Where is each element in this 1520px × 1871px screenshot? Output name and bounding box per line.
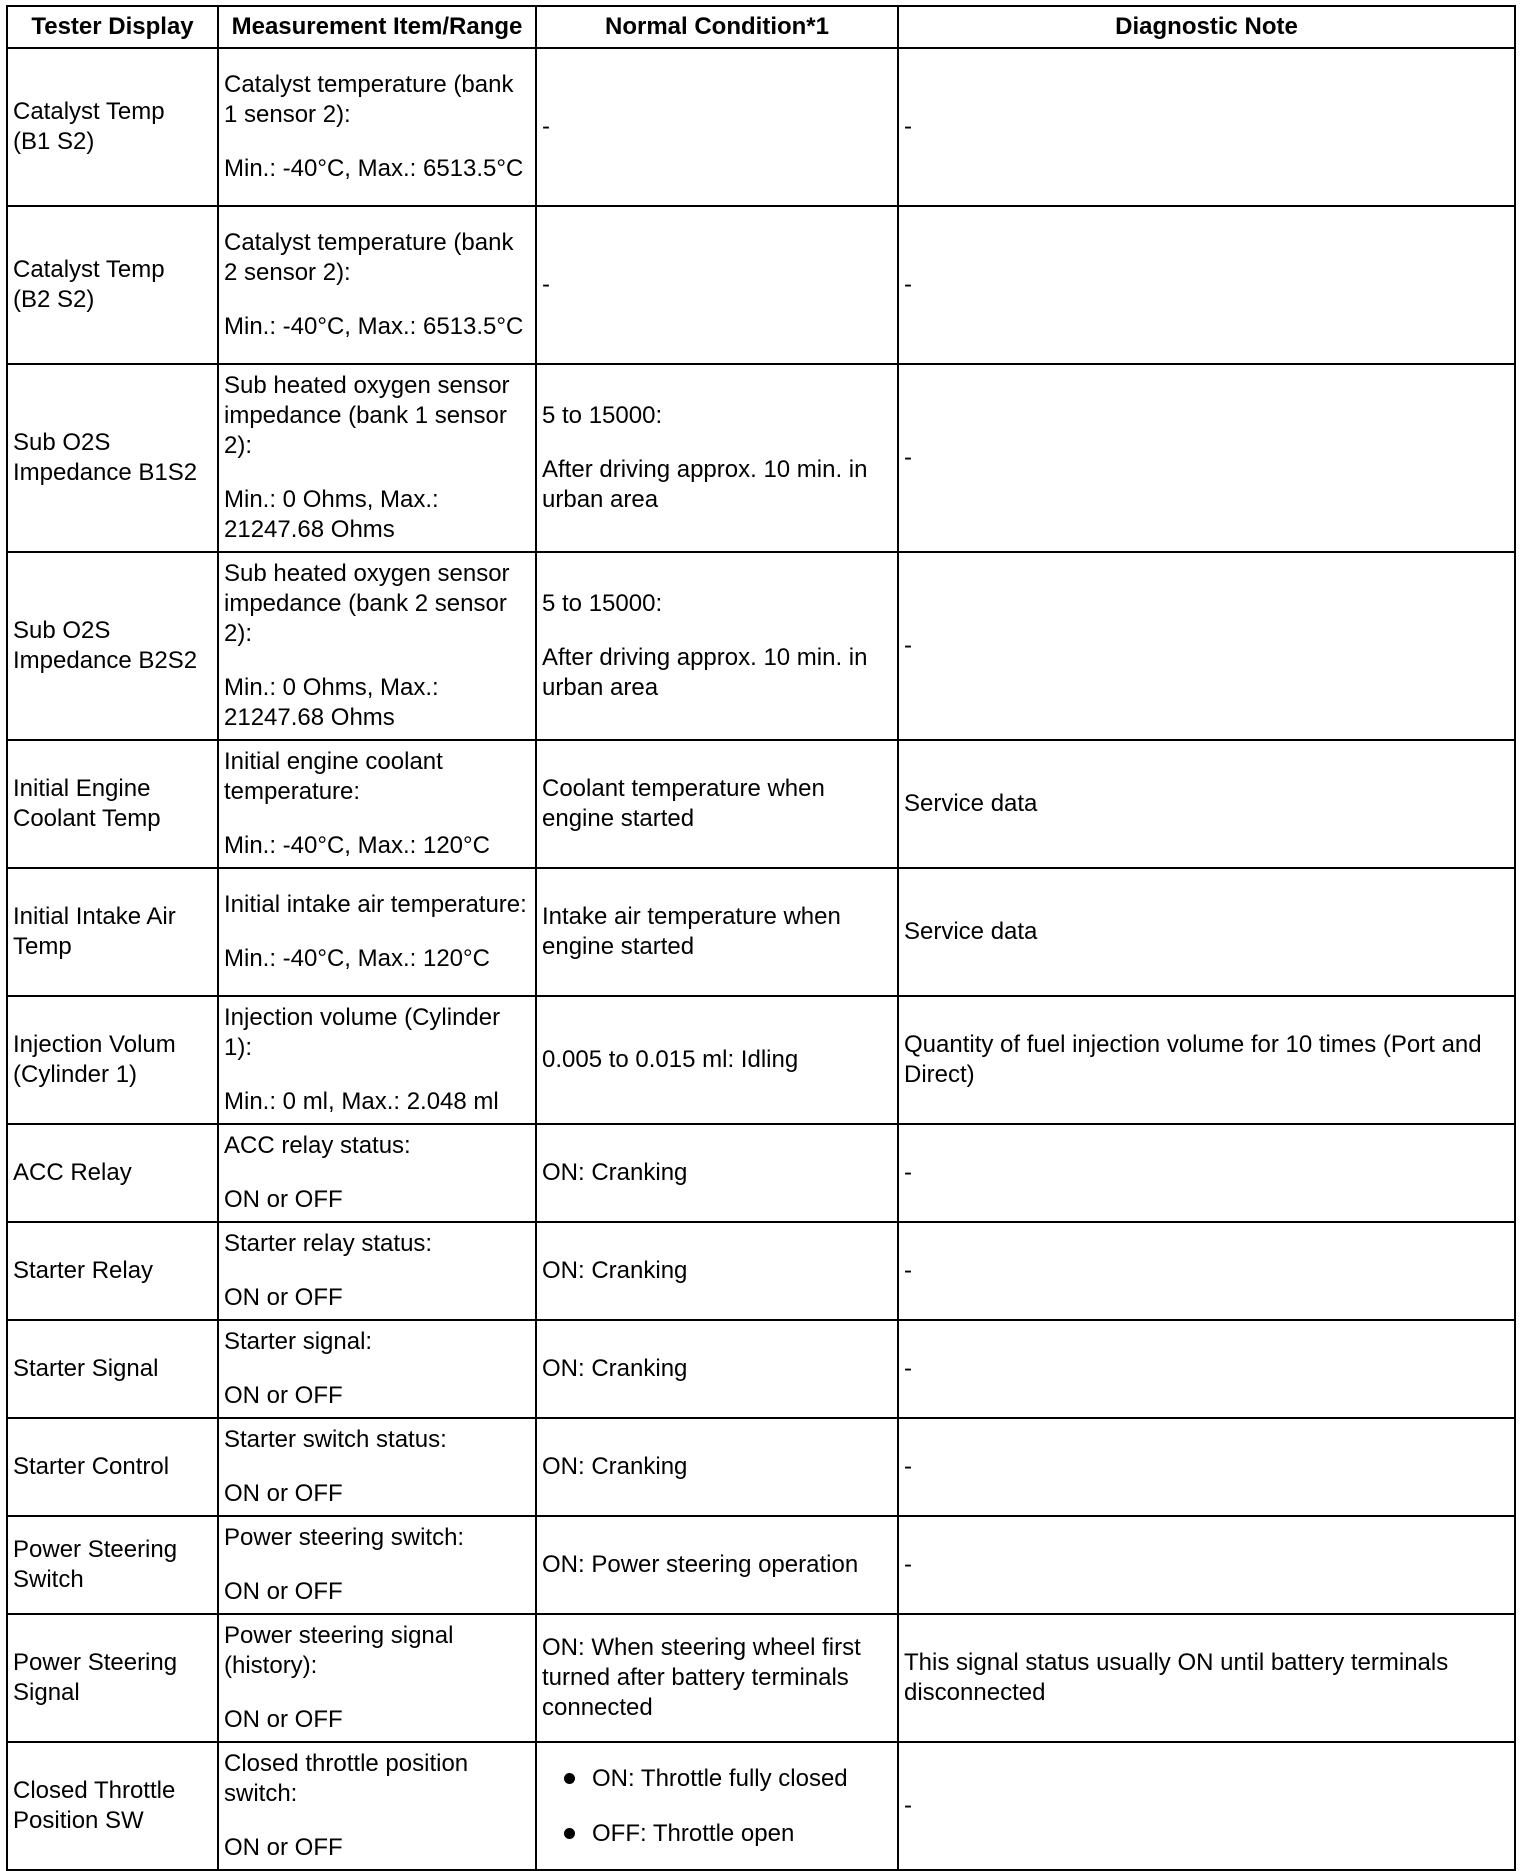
measurement-item-cell-text: Starter relay status: <box>224 1230 433 1257</box>
table-row <box>7 1222 1515 1320</box>
measurement-item-cell-text: Power steering signal (history): <box>224 1622 454 1679</box>
header-measurement-item: Measurement Item/Range <box>218 6 536 48</box>
header-tester-display: Tester Display <box>7 6 218 48</box>
measurement-item-cell-text: Starter switch status: <box>224 1426 447 1453</box>
header-normal-condition: Normal Condition*1 <box>536 6 898 48</box>
table-row <box>7 996 1515 1124</box>
tester-display-cell-text: Initial Engine <box>13 775 151 802</box>
measurement-item-cell-text: Min.: 0 ml, Max.: 2.048 ml <box>224 1088 499 1115</box>
measurement-item-cell-text: Min.: -40°C, Max.: 6513.5°C <box>224 313 524 340</box>
measurement-item-cell-text: Min.: -40°C, Max.: 120°C <box>224 945 490 972</box>
table-row <box>7 1742 1515 1870</box>
diagnostic-note-cell <box>898 740 1515 868</box>
normal-condition-cell <box>536 552 898 740</box>
measurement-item-cell-text: Min.: 0 Ohms, Max.: 21247.68 Ohms <box>224 674 439 731</box>
table-body <box>7 48 1515 1870</box>
normal-condition-cell <box>536 868 898 996</box>
data-list-table <box>6 5 1516 1871</box>
diagnostic-note-cell <box>898 206 1515 364</box>
table-row <box>7 552 1515 740</box>
table-row <box>7 740 1515 868</box>
tester-display-cell <box>7 1742 218 1870</box>
normal-condition-cell-text: ON: Power steering operation <box>542 1551 859 1578</box>
bullet-text: OFF: Throttle open <box>592 1819 795 1847</box>
measurement-item-cell-text: Power steering switch: <box>224 1524 465 1551</box>
normal-condition-cell-text: 0.005 to 0.015 ml: Idling <box>542 1046 799 1073</box>
diagnostic-note-cell <box>898 1124 1515 1222</box>
tester-display-cell <box>7 1320 218 1418</box>
normal-condition-cell <box>536 206 898 364</box>
tester-display-cell <box>7 1124 218 1222</box>
tester-display-cell-text: (Cylinder 1) <box>13 1061 138 1088</box>
tester-display-cell-text: Sub O2S <box>13 429 111 456</box>
diagnostic-note-cell <box>898 1516 1515 1614</box>
normal-condition-cell-text: ON: When steering wheel first turned after battery terminals connected <box>542 1634 861 1721</box>
table-row <box>7 1418 1515 1516</box>
normal-condition-cell <box>536 48 898 206</box>
table-row <box>7 48 1515 206</box>
diagnostic-note-cell-text: - <box>904 1792 912 1819</box>
measurement-item-cell <box>218 1516 536 1614</box>
normal-condition-cell <box>536 1516 898 1614</box>
tester-display-cell-text: Initial Intake Air <box>13 903 176 930</box>
table-row <box>7 206 1515 364</box>
tester-display-cell-text: Power Steering <box>13 1649 178 1676</box>
table-header-row <box>7 6 1515 48</box>
normal-condition-cell <box>536 1320 898 1418</box>
normal-condition-cell <box>536 996 898 1124</box>
tester-display-cell-text: Catalyst Temp <box>13 256 165 283</box>
tester-display-cell <box>7 1614 218 1742</box>
measurement-item-cell-text: Min.: -40°C, Max.: 120°C <box>224 832 490 859</box>
normal-condition-cell-text: - <box>542 113 550 140</box>
tester-display-cell-text: Temp <box>13 933 72 960</box>
measurement-item-cell <box>218 1742 536 1870</box>
diagnostic-note-cell <box>898 552 1515 740</box>
measurement-item-cell-text: Min.: -40°C, Max.: 6513.5°C <box>224 155 524 182</box>
measurement-item-cell <box>218 1222 536 1320</box>
measurement-item-cell <box>218 48 536 206</box>
measurement-item-cell-text: Min.: 0 Ohms, Max.: 21247.68 Ohms <box>224 486 439 543</box>
measurement-item-cell-text: Initial intake air temperature: <box>224 891 527 918</box>
tester-display-cell <box>7 1222 218 1320</box>
normal-condition-cell <box>536 364 898 552</box>
normal-condition-cell <box>536 1222 898 1320</box>
tester-display-cell <box>7 868 218 996</box>
normal-condition-cell-text: Coolant temperature when engine started <box>542 775 825 832</box>
normal-condition-cell <box>536 740 898 868</box>
measurement-item-cell <box>218 364 536 552</box>
diagnostic-note-cell <box>898 1742 1515 1870</box>
measurement-item-cell-text: ON or OFF <box>224 1834 343 1861</box>
tester-display-cell <box>7 48 218 206</box>
tester-display-cell-text: Impedance B2S2 <box>13 647 198 674</box>
measurement-item-cell-text: ACC relay status: <box>224 1132 411 1159</box>
bullet-dot-icon <box>564 1773 575 1784</box>
diagnostic-note-cell <box>898 364 1515 552</box>
measurement-item-cell-text: ON or OFF <box>224 1186 343 1213</box>
tester-display-cell-text: Coolant Temp <box>13 805 161 832</box>
tester-display-cell <box>7 206 218 364</box>
measurement-item-cell <box>218 740 536 868</box>
tester-display-cell <box>7 996 218 1124</box>
tester-display-cell-text: Signal <box>13 1679 80 1706</box>
diagnostic-note-cell <box>898 1418 1515 1516</box>
tester-display-cell-text: Impedance B1S2 <box>13 459 198 486</box>
normal-condition-cell <box>536 1742 898 1870</box>
measurement-item-cell-text: Sub heated oxygen sensor impedance (bank 1 sensor 2): <box>224 372 510 459</box>
tester-display-cell <box>7 1418 218 1516</box>
normal-condition-cell <box>536 1614 898 1742</box>
tester-display-cell-text: Injection Volum <box>13 1031 176 1058</box>
measurement-item-cell <box>218 1614 536 1742</box>
tester-display-cell-text: Starter Control <box>13 1453 170 1480</box>
measurement-item-cell <box>218 1320 536 1418</box>
tester-display-cell-text: Switch <box>13 1566 84 1593</box>
tester-display-cell <box>7 1516 218 1614</box>
diagnostic-note-cell <box>898 1614 1515 1742</box>
diagnostic-note-cell-text: - <box>904 1453 912 1480</box>
measurement-item-cell-text: Starter signal: <box>224 1328 373 1355</box>
tester-display-cell <box>7 740 218 868</box>
diagnostic-note-cell <box>898 1320 1515 1418</box>
table-row <box>7 1614 1515 1742</box>
measurement-item-cell-text: ON or OFF <box>224 1382 343 1409</box>
tester-display-cell-text: Sub O2S <box>13 617 111 644</box>
bullet-item <box>560 1819 892 1849</box>
tester-display-cell-text: Starter Signal <box>13 1355 159 1382</box>
measurement-item-cell-text: Closed throttle position switch: <box>224 1750 469 1807</box>
measurement-item-cell-text: Sub heated oxygen sensor impedance (bank 2 sensor 2): <box>224 560 510 647</box>
measurement-item-cell-text: ON or OFF <box>224 1284 343 1311</box>
bullet-list <box>542 1764 892 1849</box>
measurement-item-cell <box>218 552 536 740</box>
normal-condition-cell-text: - <box>542 271 550 298</box>
diagnostic-note-cell-text: - <box>904 444 912 471</box>
diagnostic-note-cell-text: Quantity of fuel injection volume for 10 times (Port and Direct) <box>904 1031 1482 1088</box>
normal-condition-cell-text: ON: Cranking <box>542 1159 688 1186</box>
measurement-item-cell-text: ON or OFF <box>224 1706 343 1733</box>
measurement-item-cell <box>218 996 536 1124</box>
normal-condition-cell-text: After driving approx. 10 min. in urban area <box>542 644 868 701</box>
tester-display-cell-text: (B2 S2) <box>13 286 95 313</box>
measurement-item-cell-text: Catalyst temperature (bank 1 sensor 2): <box>224 71 514 128</box>
diagnostic-note-cell-text: - <box>904 1551 912 1578</box>
diagnostic-note-cell-text: - <box>904 113 912 140</box>
normal-condition-cell-text: ON: Cranking <box>542 1355 688 1382</box>
measurement-item-cell <box>218 1418 536 1516</box>
tester-display-cell-text: Starter Relay <box>13 1257 154 1284</box>
normal-condition-cell <box>536 1124 898 1222</box>
diagnostic-note-cell <box>898 48 1515 206</box>
measurement-item-cell-text: Injection volume (Cylinder 1): <box>224 1004 501 1061</box>
bullet-text: ON: Throttle fully closed <box>592 1764 848 1792</box>
table-row <box>7 1320 1515 1418</box>
diagnostic-note-cell-text: Service data <box>904 790 1038 817</box>
normal-condition-cell-text: Intake air temperature when engine started <box>542 903 841 960</box>
tester-display-cell-text: (B1 S2) <box>13 128 95 155</box>
normal-condition-cell <box>536 1418 898 1516</box>
diagnostic-note-cell-text: - <box>904 1159 912 1186</box>
measurement-item-cell <box>218 206 536 364</box>
tester-display-cell-text: Catalyst Temp <box>13 98 165 125</box>
normal-condition-cell-text: 5 to 15000: <box>542 402 663 429</box>
table-row <box>7 364 1515 552</box>
tester-display-cell <box>7 364 218 552</box>
normal-condition-cell-text: After driving approx. 10 min. in urban area <box>542 456 868 513</box>
tester-display-cell-text: Position SW <box>13 1807 144 1834</box>
diagnostic-note-cell-text: - <box>904 1355 912 1382</box>
measurement-item-cell-text: ON or OFF <box>224 1578 343 1605</box>
measurement-item-cell <box>218 868 536 996</box>
tester-display-cell-text: Power Steering <box>13 1536 178 1563</box>
normal-condition-cell-text: ON: Cranking <box>542 1453 688 1480</box>
diagnostic-note-cell-text: - <box>904 271 912 298</box>
diagnostic-note-cell-text: Service data <box>904 918 1038 945</box>
bullet-item <box>560 1764 892 1794</box>
tester-display-cell-text: Closed Throttle <box>13 1777 176 1804</box>
measurement-item-cell-text: Initial engine coolant temperature: <box>224 748 443 805</box>
tester-display-cell <box>7 552 218 740</box>
measurement-item-cell <box>218 1124 536 1222</box>
diagnostic-note-cell-text: - <box>904 632 912 659</box>
measurement-item-cell-text: ON or OFF <box>224 1480 343 1507</box>
diagnostic-note-cell <box>898 996 1515 1124</box>
measurement-item-cell-text: Catalyst temperature (bank 2 sensor 2): <box>224 229 514 286</box>
diagnostic-note-cell-text: - <box>904 1257 912 1284</box>
document-page <box>6 5 1514 1871</box>
diagnostic-note-cell-text: This signal status usually ON until battery terminals disconnected <box>904 1649 1449 1706</box>
diagnostic-note-cell <box>898 1222 1515 1320</box>
table-row <box>7 868 1515 996</box>
normal-condition-cell-text: ON: Cranking <box>542 1257 688 1284</box>
table-row <box>7 1516 1515 1614</box>
table-row <box>7 1124 1515 1222</box>
diagnostic-note-cell <box>898 868 1515 996</box>
normal-condition-cell-text: 5 to 15000: <box>542 590 663 617</box>
header-diagnostic-note: Diagnostic Note <box>898 6 1515 48</box>
bullet-dot-icon <box>564 1828 575 1839</box>
tester-display-cell-text: ACC Relay <box>13 1159 132 1186</box>
